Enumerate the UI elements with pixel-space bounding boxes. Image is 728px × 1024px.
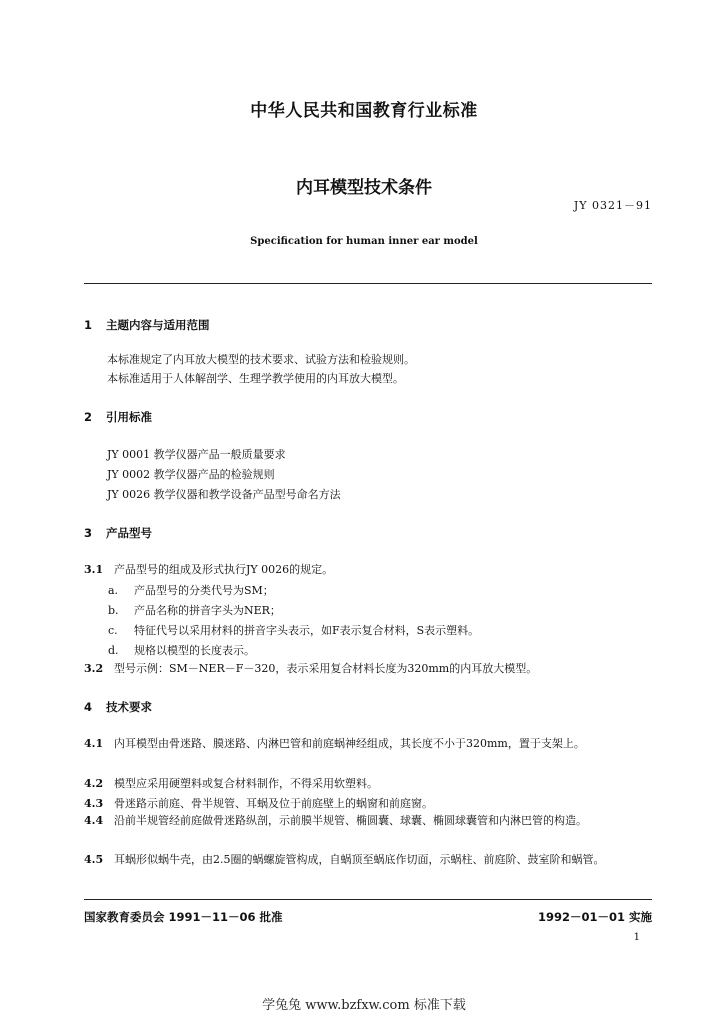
standard-code: JY 0321－91 [573, 199, 652, 212]
section-2-title: 引用标准 [106, 410, 152, 424]
section-4-heading [84, 699, 152, 715]
sub-item-label: a. [108, 584, 119, 597]
clause-4-1 [84, 735, 652, 753]
clause-number: 4.3 [84, 797, 104, 810]
clause-text: 耳蜗形似蜗牛壳，由2.5圈的蜗螺旋管构成，自蜗顶至蜗底作切面，示蜗柱、前庭阶、鼓室阶和蜗管。 [114, 853, 605, 866]
clause-4-2 [84, 775, 378, 791]
clause-number: 3.2 [84, 662, 104, 675]
clause-text: 型号示例：SM－NER－F－320，表示采用复合材料长度为320mm的内耳放大模型。 [114, 662, 538, 675]
clause-number: 4.2 [84, 777, 104, 790]
sub-item-text: 特征代号以采用材料的拼音字头表示，如F表示复合材料，S表示塑料。 [134, 624, 480, 637]
clause-4-3 [84, 795, 433, 811]
implementation-line: 1992－01－01 实施 [537, 910, 652, 924]
clause-3-2 [84, 660, 537, 676]
section-1-paragraph-1: 本标准规定了内耳放大模型的技术要求、试验方法和检验规则。 [107, 353, 415, 366]
document-title: 内耳模型技术条件 [296, 178, 432, 198]
sub-item-text: 规格以模型的长度表示。 [134, 644, 255, 657]
sub-item-c [108, 622, 479, 638]
section-3-title: 产品型号 [106, 526, 152, 540]
section-2-number: 2 [84, 410, 93, 424]
english-title: Specification for human inner ear model [250, 236, 478, 247]
section-1-number: 1 [84, 318, 93, 332]
clause-text: 沿前半规管经前庭做骨迷路纵剖，示前膜半规管、椭圆囊、球囊、椭圆球囊管和内淋巴管的构造。 [114, 814, 587, 827]
top-divider [84, 283, 652, 284]
page-number: 1 [633, 932, 640, 943]
bottom-divider [84, 899, 652, 900]
clause-4-5 [84, 851, 652, 869]
section-4-title: 技术要求 [106, 700, 152, 714]
clause-text: 模型应采用硬塑料或复合材料制作，不得采用软塑料。 [114, 777, 378, 790]
clause-text: 骨迷路示前庭、骨半规管、耳蜗及位于前庭壁上的蜗窗和前庭窗。 [114, 797, 433, 810]
section-4-number: 4 [84, 700, 93, 714]
clause-number: 3.1 [84, 563, 104, 576]
reference-item: JY 0001 教学仪器产品一般质量要求 [107, 448, 286, 461]
clause-3-1 [84, 561, 333, 577]
sub-item-a [108, 582, 274, 598]
approval-line: 国家教育委员会 1991－11－06 批准 [84, 910, 283, 924]
section-2-heading [84, 409, 152, 425]
clause-4-4 [84, 812, 652, 830]
section-1-title: 主题内容与适用范围 [106, 318, 210, 332]
sub-item-b [108, 602, 281, 618]
issuing-org: 中华人民共和国教育行业标准 [250, 101, 478, 121]
sub-item-text: 产品型号的分类代号为SM； [134, 584, 274, 597]
section-1-paragraph-2: 本标准适用于人体解剖学、生理学教学使用的内耳放大模型。 [107, 372, 404, 385]
clause-number: 4.4 [84, 814, 104, 827]
sub-item-label: c. [108, 624, 118, 637]
clause-text: 产品型号的组成及形式执行JY 0026的规定。 [114, 563, 334, 576]
reference-item: JY 0026 教学仪器和教学设备产品型号命名方法 [107, 488, 341, 501]
sub-item-d [108, 642, 255, 658]
clause-number: 4.5 [84, 853, 104, 866]
sub-item-text: 产品名称的拼音字头为NER； [134, 604, 281, 617]
clause-number: 4.1 [84, 737, 104, 750]
reference-item: JY 0002 教学仪器产品的检验规则 [107, 468, 275, 481]
clause-text: 内耳模型由骨迷路、膜迷路、内淋巴管和前庭蜗神经组成，其长度不小于320mm，置于支架上。 [114, 737, 585, 750]
section-3-number: 3 [84, 526, 93, 540]
section-1-heading [84, 317, 210, 333]
sub-item-label: d. [108, 644, 119, 657]
watermark-text: 学兔兔 www.bzfxw.com 标准下载 [262, 998, 466, 1013]
sub-item-label: b. [108, 604, 119, 617]
section-3-heading [84, 525, 152, 541]
